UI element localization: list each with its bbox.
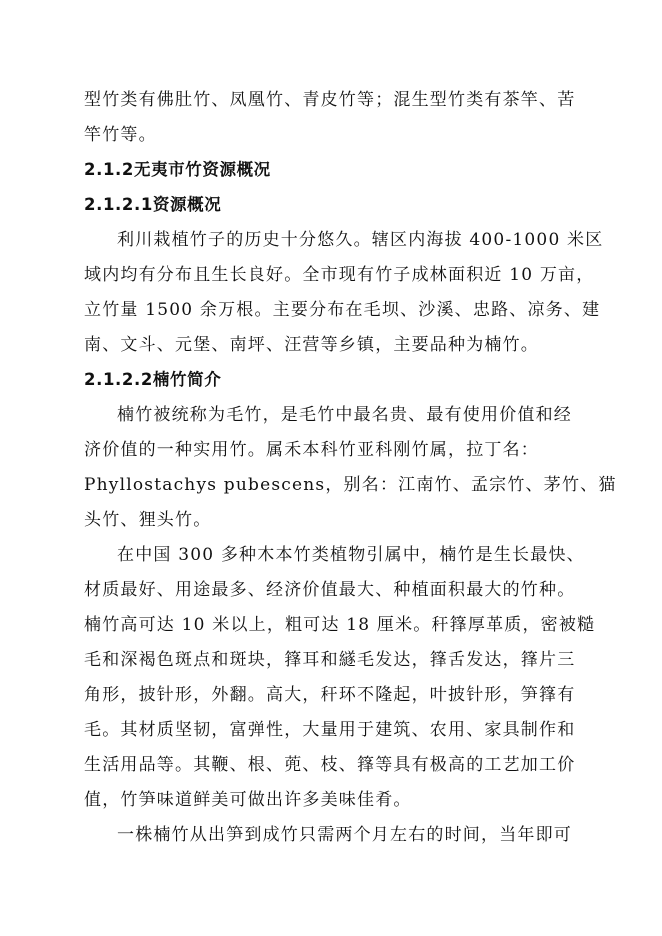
paragraph-line: 楠竹高可达 10 米以上，粗可达 18 厘米。秆箨厚革质，密被糙 [84,615,596,635]
paragraph-line: 材质最好、用途最多、经济价值最大、种植面积最大的竹种。 [84,580,576,600]
paragraph-line: 一株楠竹从出笋到成竹只需两个月左右的时间，当年即可 [117,825,572,845]
paragraph-line: 南、文斗、元堡、南坪、汪营等乡镇，主要品种为楠竹。 [84,335,539,355]
paragraph-line: 竿竹等。 [84,125,157,145]
paragraph-line: 利川栽植竹子的历史十分悠久。辖区内海拔 400-1000 米区 [117,230,604,250]
subsection-heading: 2.1.2.2楠竹简介 [84,370,222,389]
paragraph-line: 型竹类有佛肚竹、凤凰竹、青皮竹等；混生型竹类有茶竿、苦 [84,90,576,110]
paragraph-line: 生活用品等。其鞭、根、蔸、枝、箨等具有极高的工艺加工价 [84,755,576,775]
paragraph-line: 毛。其材质坚韧，富弹性，大量用于建筑、农用、家具制作和 [84,720,576,740]
paragraph-line: 楠竹被统称为毛竹，是毛竹中最名贵、最有使用价值和经 [117,405,572,425]
paragraph-line: 值，竹笋味道鲜美可做出许多美味佳肴。 [84,790,412,810]
paragraph-line: 域内均有分布且生长良好。全市现有竹子成林面积近 10 万亩， [84,265,595,285]
section-heading: 2.1.2无夷市竹资源概况 [84,160,271,179]
paragraph-line: Phyllostachys pubescens，别名：江南竹、孟宗竹、茅竹、猫 [84,475,617,495]
paragraph-line: 济价值的一种实用竹。属禾本科竹亚科刚竹属，拉丁名： [84,440,539,460]
paragraph-line: 在中国 300 多种木本竹类植物引属中，楠竹是生长最快、 [117,545,585,565]
subsection-heading: 2.1.2.1资源概况 [84,195,222,214]
paragraph-line: 头竹、狸头竹。 [84,510,212,530]
paragraph-line: 毛和深褐色斑点和斑块，箨耳和繸毛发达，箨舌发达，箨片三 [84,650,576,670]
paragraph-line: 立竹量 1500 余万根。主要分布在毛坝、沙溪、忠路、凉务、建 [84,300,601,320]
paragraph-line: 角形，披针形，外翻。高大，秆环不隆起，叶披针形，笋箨有 [84,685,576,705]
